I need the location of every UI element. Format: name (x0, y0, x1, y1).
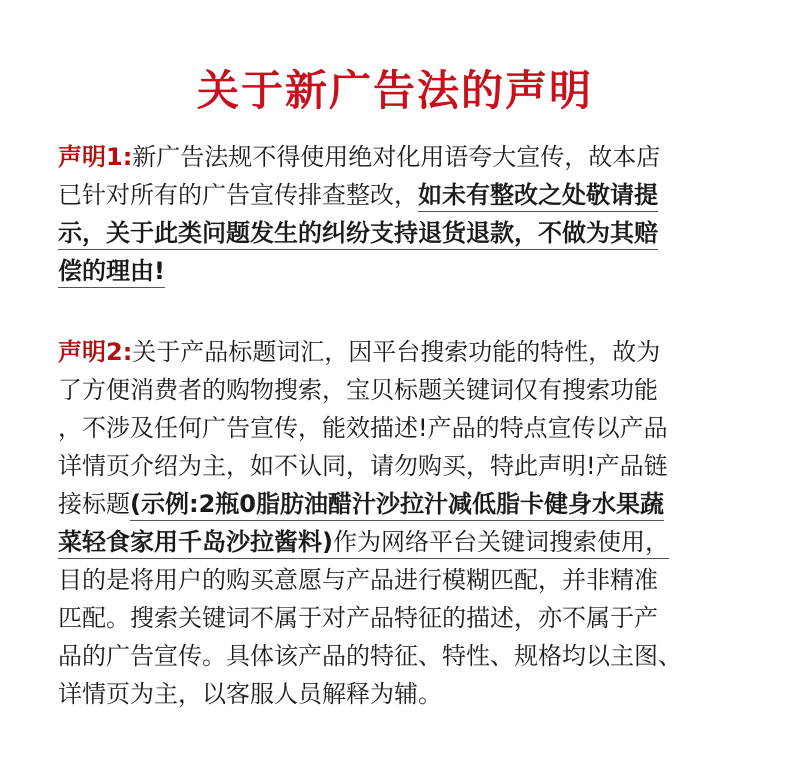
statement-2-text: 接标题 (58, 490, 130, 518)
statement-2-line (58, 485, 738, 523)
statement-2-text: 品的广告宣传。具体该产品的特征、特性、规格均以主图、 (58, 642, 682, 670)
statement-1-text: 已针对所有的广告宣传排查整改， (58, 181, 418, 209)
statement-2-line (58, 371, 738, 409)
statement-2-line (58, 675, 738, 713)
statement-1-line (58, 214, 738, 252)
statement-2-line (58, 333, 738, 371)
statement-1-emphasis: 如未有整改之处敬请提 (418, 181, 658, 212)
statement-1-text: 新广告法规不得使用绝对化用语夸大宣传，故本店 (132, 143, 661, 171)
statement-2-example: (示例:2瓶0脂肪油醋汁沙拉汁减低脂卡健身水果蔬 (130, 490, 664, 521)
statement-2-line (58, 447, 738, 485)
statement-2-line (58, 523, 738, 561)
statement-2-text: 目的是将用户的购买意愿与产品进行模糊匹配，并非精准 (58, 566, 658, 594)
statement-2-text: 了方便消费者的购物搜索，宝贝标题关键词仅有搜索功能 (58, 376, 658, 404)
statement-2-line (58, 599, 738, 637)
statement-2-line (58, 561, 738, 599)
statement-2 (58, 333, 738, 713)
statement-2-text: 关于产品标题词汇，因平台搜索功能的特性，故为 (132, 338, 661, 366)
statement-2-line (58, 409, 738, 447)
statement-1 (58, 138, 738, 290)
statement-1-emphasis: 偿的理由! (58, 257, 165, 288)
statement-2-label: 声明2: (58, 338, 133, 366)
statement-1-emphasis: 示，关于此类问题发生的纠纷支持 (58, 219, 418, 250)
statement-2-line (58, 637, 738, 675)
statement-1-label: 声明1: (58, 143, 133, 171)
page-title: 关于新广告法的声明 (196, 66, 593, 115)
statement-1-refund: 退货退款 (418, 219, 514, 250)
statement-1-line (58, 252, 738, 290)
statement-2-text: 详情页为主，以客服人员解释为辅。 (58, 680, 442, 708)
statement-2-text: 详情页介绍为主，如不认同，请勿购买，特此声明!产品链 (58, 452, 668, 480)
statement-2-text: 作为网络平台关键词搜索使用， (333, 528, 669, 559)
statement-2-text: 匹配。搜索关键词不属于对产品特征的描述，亦不属于产 (58, 604, 658, 632)
statement-1-line (58, 176, 738, 214)
statement-2-text: ，不涉及任何广告宣传，能效描述!产品的特点宣传以产品 (58, 414, 668, 442)
statement-1-line (58, 138, 738, 176)
statement-1-emphasis: ，不做为其赔 (514, 219, 658, 250)
statement-2-example: 菜轻食家用千岛沙拉酱料) (58, 528, 333, 559)
